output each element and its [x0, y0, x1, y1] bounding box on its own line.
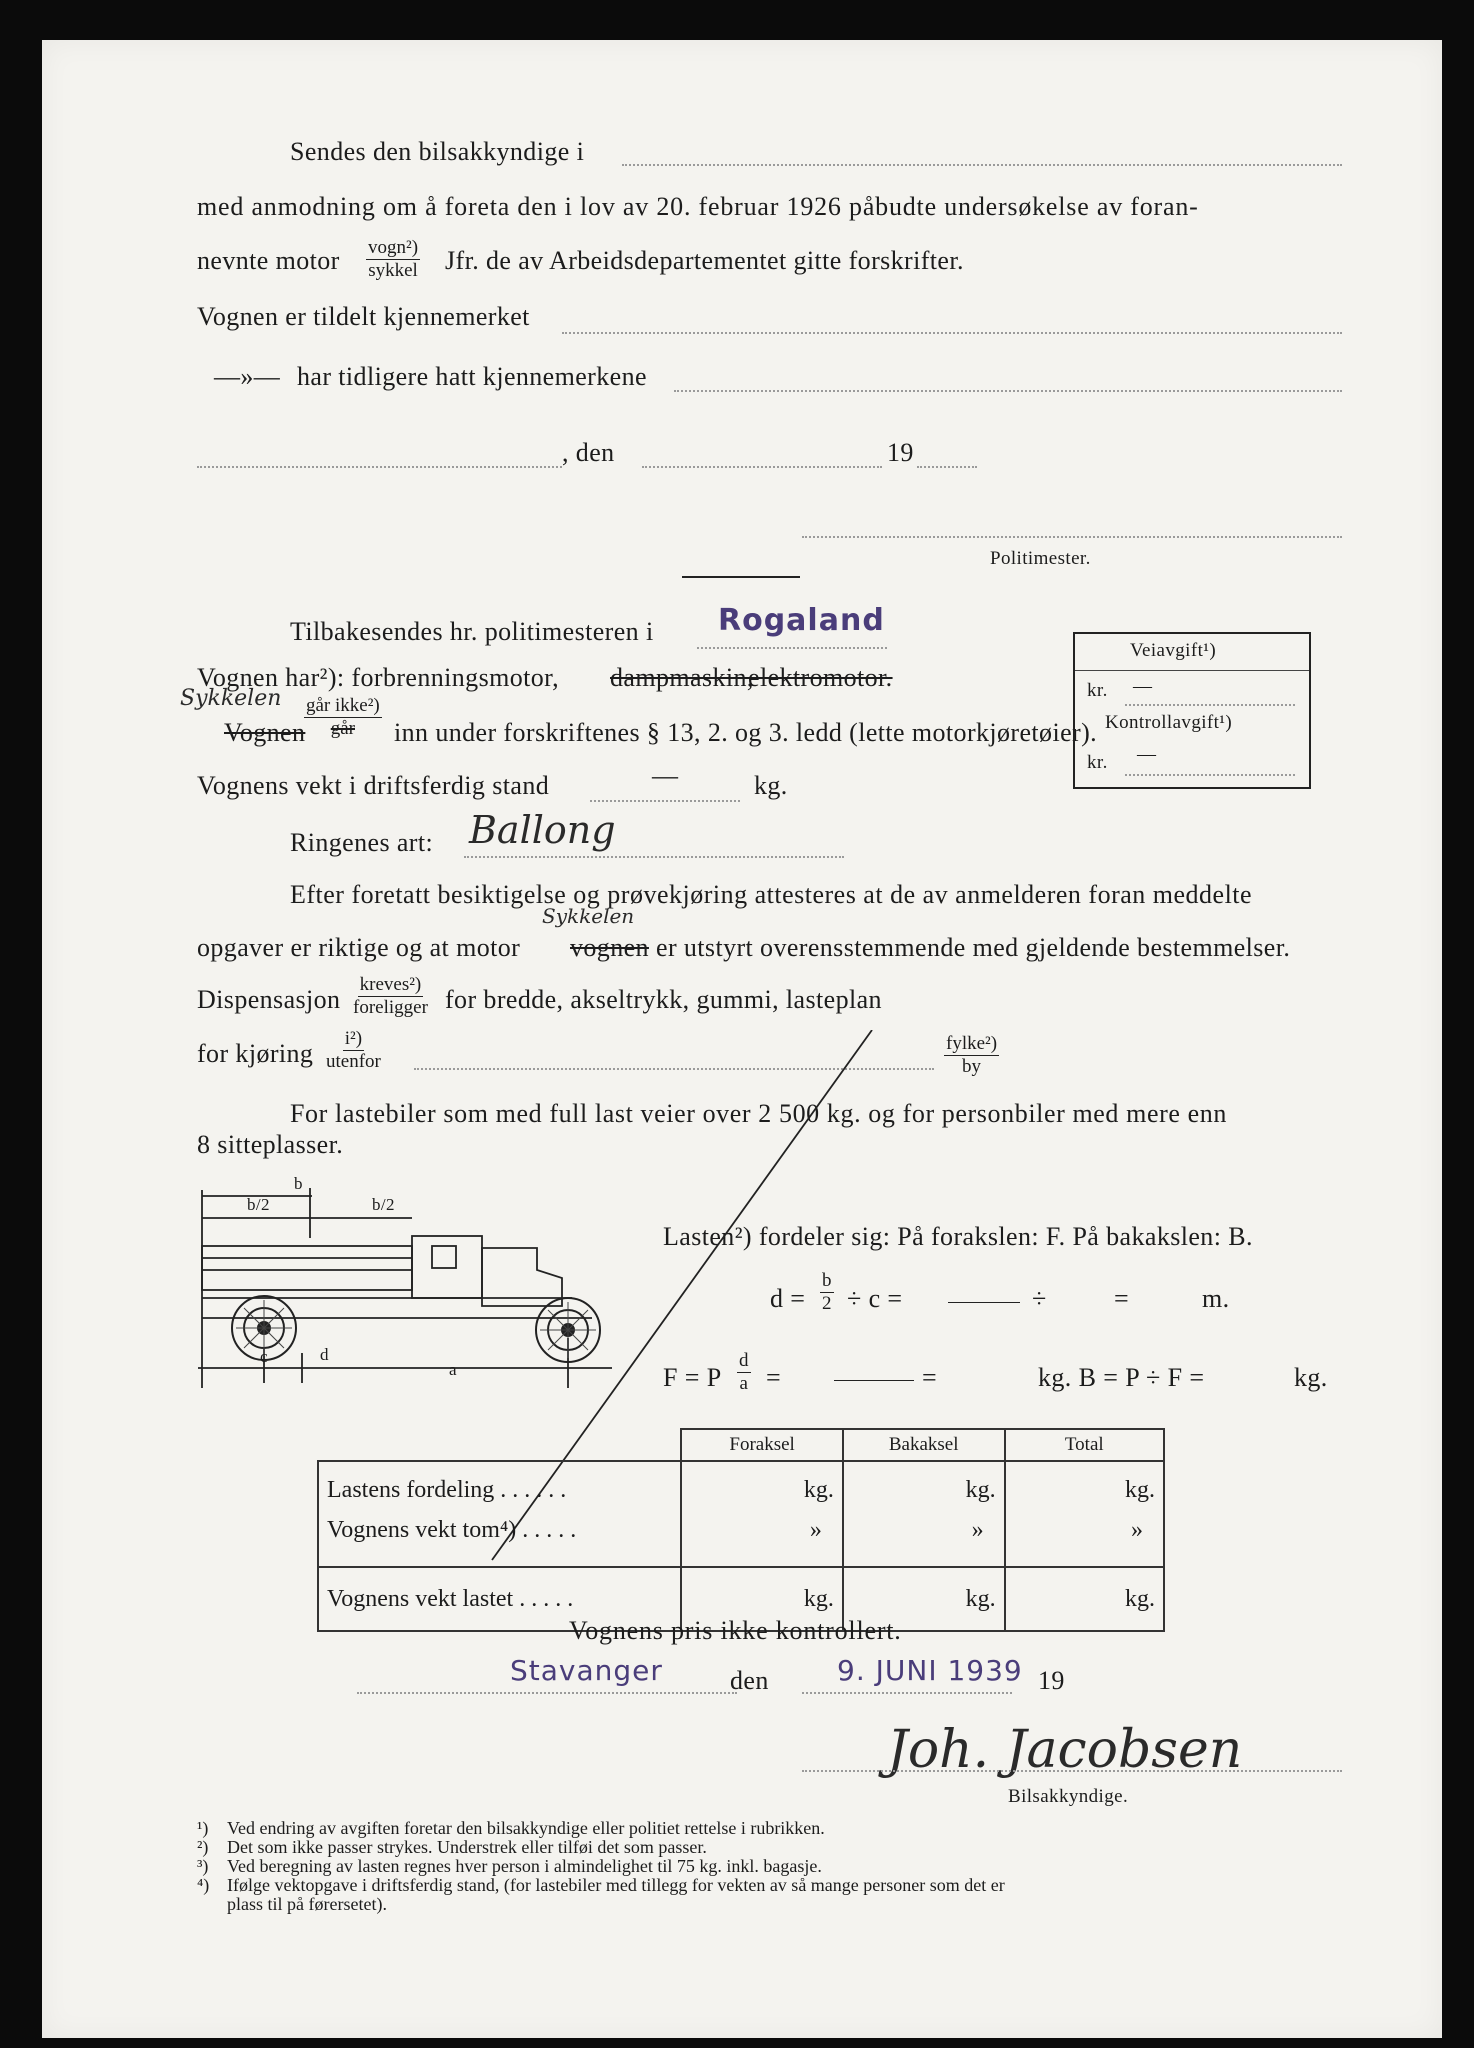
fraction-numerator: d	[739, 1350, 749, 1371]
dispensasjon-label: Dispensasjon	[197, 985, 341, 1014]
table-corner	[318, 1429, 681, 1461]
jfr-text: Jfr. de av Arbeidsdepartementet gitte forskrifter.	[445, 246, 964, 275]
place-field-2[interactable]	[357, 1692, 737, 1694]
kontrollavgift-value: —	[1137, 744, 1157, 765]
veiavgift-label: Veiavgift¹)	[1130, 640, 1217, 661]
dampmaskin-struck: dampmaskin,	[610, 663, 754, 692]
fylke-by-fraction	[944, 1033, 999, 1078]
lasten-fordeler-text: Lasten²) fordeler sig: På forakslen: F. På bakakslen: B.	[663, 1222, 1253, 1251]
table-cell[interactable]	[843, 1461, 1005, 1567]
truck-bed	[202, 1246, 412, 1290]
ballong-handwritten: Ballong	[469, 808, 616, 852]
vognen-struck-2: vognen	[570, 933, 649, 962]
table-row	[318, 1461, 1164, 1567]
signature-handwritten: Joh. Jacobsen	[887, 1720, 1243, 1780]
vogn-sykkel-fraction	[366, 237, 420, 282]
diagram-label-d: d	[320, 1345, 329, 1364]
anmodning-text: med anmodning om å foreta den i lov av 20. februar 1926 påbudte undersøkelse av foran-	[197, 192, 1199, 221]
date-field-2[interactable]	[802, 1692, 1012, 1694]
lastebiler-line-1: For lastebiler som med full last veier over 2 500 kg. og for personbiler med mere enn	[290, 1099, 1227, 1128]
fraction-numerator: b	[822, 1270, 832, 1291]
d-rest: ÷ c =	[847, 1284, 903, 1313]
F-eq2: =	[766, 1363, 782, 1392]
ringenes-label: Ringenes art:	[290, 828, 434, 857]
table-cell[interactable]: kg.	[681, 1567, 842, 1631]
date-field[interactable]	[642, 466, 882, 468]
fees-divider	[1075, 670, 1309, 671]
footnote-mark: ¹)	[197, 1818, 209, 1838]
diagram-label-b-half-1: b/2	[247, 1195, 270, 1214]
veiavgift-value: —	[1133, 676, 1153, 697]
ditto-mark: —»—	[214, 362, 281, 391]
table-cell[interactable]: kg.	[843, 1567, 1005, 1631]
row-label: Vognens vekt lastet . . . . .	[318, 1567, 681, 1631]
sykkelen-handwritten: Sykkelen	[180, 686, 282, 711]
politimester-signature-field[interactable]	[802, 536, 1342, 538]
pris-text: Vognens pris ikke kontrollert.	[569, 1616, 902, 1645]
tilbakesendes-label: Tilbakesendes hr. politimesteren i	[290, 617, 654, 646]
footnote-1	[197, 1818, 825, 1838]
table-header-foraksel: Foraksel	[681, 1429, 842, 1461]
row-label: Vognens vekt tom⁴) . . . . .	[327, 1517, 577, 1543]
d-unit: m.	[1202, 1284, 1230, 1313]
F-eq3: =	[922, 1363, 938, 1392]
d-equals: d =	[770, 1284, 806, 1313]
footnote-2	[197, 1837, 707, 1857]
kr-label-2: kr.	[1087, 752, 1108, 773]
fraction-denominator: utenfor	[326, 1051, 381, 1072]
cell-unit: »	[971, 1517, 984, 1543]
table-cell[interactable]	[681, 1461, 842, 1567]
kjennemerke-label: Vognen er tildelt kjennemerket	[197, 302, 530, 331]
table-cell[interactable]	[1005, 1461, 1164, 1567]
vognen-struck: Vognen	[224, 718, 306, 747]
year-label: 19	[887, 438, 914, 467]
forskrift-text: inn under forskriftenes § 13, 2. og 3. ledd (lette motorkjøretøier).	[394, 718, 1098, 747]
fees-box	[1073, 632, 1311, 789]
fraction-numerator: går ikke²)	[306, 695, 380, 716]
table-header-row	[318, 1429, 1164, 1461]
footnote-text: Ifølge vektopgave i driftsferdig stand, (for lastebiler med tillegg for vekten av så mange personer som det er	[227, 1875, 1005, 1895]
attest-line-2-pre: opgaver er riktige og at motor	[197, 933, 521, 962]
kr-label-1: kr.	[1087, 680, 1108, 701]
vognen-har-text: Vognen har²): forbrenningsmotor,	[197, 663, 560, 692]
form-sheet	[42, 40, 1442, 2038]
cell-unit: kg.	[965, 1477, 996, 1503]
den-label: , den	[562, 438, 615, 467]
rogaland-stamp: Rogaland	[718, 603, 885, 638]
cell-unit: kg.	[1125, 1477, 1155, 1503]
footnote-4-cont	[197, 1894, 387, 1914]
kjennemerke-field[interactable]	[562, 332, 1342, 334]
sendes-label: Sendes den bilsakkyndige i	[290, 137, 585, 166]
cell-unit: »	[809, 1517, 822, 1543]
footnote-text: plass til på førersetet).	[227, 1894, 387, 1914]
fraction-denominator: går	[330, 718, 355, 739]
F-equals: F = P	[663, 1363, 722, 1392]
diagram-label-a: a	[449, 1360, 457, 1379]
politimester-place-field[interactable]	[697, 647, 887, 649]
dispensasjon-text: for bredde, akseltrykk, gummi, lasteplan	[445, 985, 882, 1014]
year-label-2: 19	[1038, 1666, 1065, 1695]
footnote-mark: ⁴)	[197, 1875, 210, 1895]
vekt-value: —	[652, 761, 679, 790]
place-field[interactable]	[197, 466, 562, 468]
fraction-numerator: fylke²)	[946, 1033, 998, 1054]
lastebiler-line-2: 8 sitteplasser.	[197, 1130, 344, 1159]
fraction-numerator: kreves²)	[359, 974, 422, 995]
veiavgift-field[interactable]	[1125, 704, 1295, 706]
fraction-denominator: 2	[822, 1293, 832, 1314]
fraction-numerator: vogn²)	[368, 237, 419, 258]
nevnte-motor-label: nevnte motor	[197, 246, 340, 275]
section-divider	[682, 576, 800, 578]
footnote-4	[197, 1875, 1005, 1895]
footnote-mark: ²)	[197, 1837, 209, 1857]
politimester-label: Politimester.	[990, 548, 1091, 569]
fraction-denominator: by	[962, 1056, 982, 1077]
kreves-fraction	[353, 974, 428, 1019]
diagram-label-b-half-2: b/2	[372, 1195, 395, 1214]
fraction-denominator: sykkel	[368, 260, 418, 281]
for-kjoring-label: for kjøring	[197, 1039, 314, 1068]
attest-line-2-post: er utstyrt overensstemmende med gjeldende bestemmelser.	[656, 933, 1291, 962]
d-eq2: =	[1114, 1284, 1130, 1313]
elektromotor-struck: elektromotor.	[748, 663, 893, 692]
fraction-denominator: foreligger	[353, 997, 428, 1018]
d-minus: ÷	[1032, 1284, 1047, 1313]
stavanger-stamp: Stavanger	[510, 1654, 663, 1687]
fraction-denominator: a	[739, 1373, 748, 1394]
diagram-label-c: c	[260, 1347, 268, 1366]
attest-line-1: Efter foretatt besiktigelse og prøvekjøring attesteres at de av anmelderen foran meddelte	[290, 880, 1253, 909]
i-utenfor-fraction	[326, 1028, 381, 1073]
vekt-field[interactable]	[590, 800, 740, 802]
footnote-text: Ved beregning av lasten regnes hver person i almindelighet til 75 kg. inkl. bagasje.	[227, 1856, 822, 1876]
footnote-text: Det som ikke passer strykes. Understrek eller tilføi det som passer.	[227, 1837, 707, 1857]
d-calc-rule	[948, 1302, 1020, 1303]
sykkelen-handwritten-2: Sykkelen	[542, 904, 635, 928]
table-header-bakaksel: Bakaksel	[843, 1429, 1005, 1461]
den-label-2: den	[730, 1666, 769, 1695]
footnote-text: Ved endring av avgiften foretar den bilsakkyndige eller politiet rettelse i rubrikken.	[227, 1818, 825, 1838]
footnote-3	[197, 1856, 822, 1876]
cell-unit: kg.	[803, 1477, 834, 1503]
kontrollavgift-label: Kontrollavgift¹)	[1105, 712, 1233, 733]
truck-window	[432, 1246, 456, 1268]
tidligere-label: har tidligere hatt kjennemerkene	[297, 362, 647, 391]
table-cell[interactable]: kg.	[1005, 1567, 1164, 1631]
sendes-field[interactable]	[622, 164, 1342, 166]
year-field[interactable]	[917, 466, 977, 468]
tidligere-field[interactable]	[674, 390, 1342, 392]
vekt-label: Vognens vekt i driftsferdig stand	[197, 771, 550, 800]
kontrollavgift-field[interactable]	[1125, 774, 1295, 776]
ringenes-field[interactable]	[464, 856, 844, 858]
cell-unit: »	[1131, 1517, 1143, 1543]
vekt-unit: kg.	[754, 771, 788, 800]
B-unit: kg.	[1294, 1363, 1328, 1392]
load-table	[317, 1428, 1165, 1632]
diagram-label-b: b	[294, 1174, 303, 1193]
row-label: Lastens fordeling . . . . . .	[327, 1477, 567, 1503]
bilsakkyndige-label: Bilsakkyndige.	[1008, 1786, 1129, 1807]
gar-fraction	[304, 695, 382, 740]
table-header-total: Total	[1005, 1429, 1164, 1461]
B-equals: kg. B = P ÷ F =	[1038, 1363, 1205, 1392]
fraction-numerator: i²)	[344, 1028, 363, 1049]
date-stamp: 9. JUNI 1939	[837, 1654, 1023, 1687]
bilsakkyndige-signature-field[interactable]	[802, 1770, 1342, 1772]
footnote-mark: ³)	[197, 1856, 209, 1876]
